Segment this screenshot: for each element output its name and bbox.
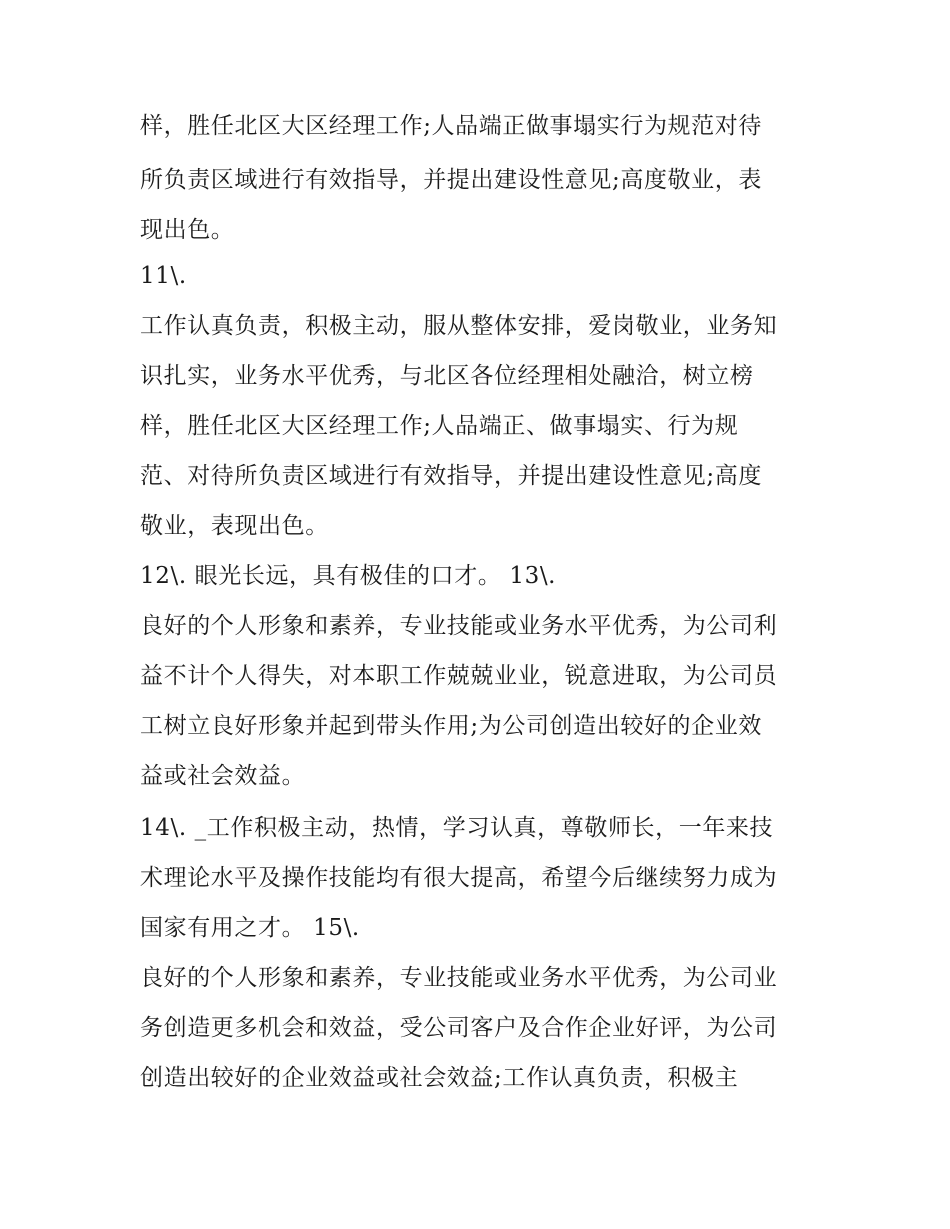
text-line: 样，胜任北区大区经理工作;人品端正做事塌实行为规范对待 xyxy=(140,113,762,139)
text-line: 务创造更多机会和效益，受公司客户及合作企业好评，为公司 xyxy=(140,1015,778,1041)
text-line: 益不计个人得失，对本职工作兢兢业业，锐意进取，为公司员 xyxy=(140,663,778,689)
text-line: 良好的个人形象和素养，专业技能或业务水平优秀，为公司业 xyxy=(140,965,778,991)
text-line: 现出色。 xyxy=(140,217,235,243)
text-line: 良好的个人形象和素养，专业技能或业务水平优秀，为公司利 xyxy=(140,613,778,639)
text-line: 范、对待所负责区域进行有效指导，并提出建设性意见;高度 xyxy=(140,463,762,489)
text-line: 敬业，表现出色。 xyxy=(140,513,329,539)
text-line: 样，胜任北区大区经理工作;人品端正、做事塌实、行为规 xyxy=(140,413,739,439)
text-line: 创造出较好的企业效益或社会效益;工作认真负责，积极主 xyxy=(140,1065,739,1091)
text-line: 益或社会效益。 xyxy=(140,763,306,789)
text-line: 12\. 眼光长远，具有极佳的口才。 13\. xyxy=(140,563,557,589)
text-line: 11\. xyxy=(140,263,187,289)
text-line: 工作认真负责，积极主动，服从整体安排，爱岗敬业，业务知 xyxy=(140,313,778,339)
text-line: 工树立良好形象并起到带头作用;为公司创造出较好的企业效 xyxy=(140,713,762,739)
text-line: 术理论水平及操作技能均有很大提高，希望今后继续努力成为 xyxy=(140,865,778,891)
text-line: 国家有用之才。 15\. xyxy=(140,915,360,941)
text-line: 所负责区域进行有效指导，并提出建设性意见;高度敬业，表 xyxy=(140,167,762,193)
text-line: 识扎实，业务水平优秀，与北区各位经理相处融洽，树立榜 xyxy=(140,363,754,389)
text-line: 14\. _工作积极主动，热情，学习认真，尊敬师长，一年来技 xyxy=(140,815,774,841)
